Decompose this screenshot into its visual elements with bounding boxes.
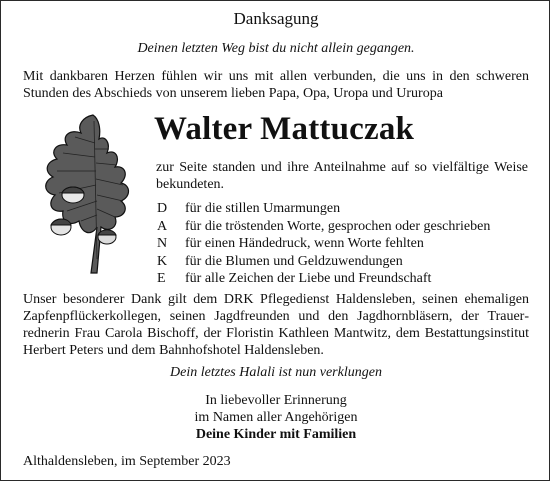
- acrostic-row: [157, 218, 490, 236]
- acrostic-text: für die stillen Umarmungen: [185, 201, 341, 216]
- acrostic-letter: K: [157, 253, 168, 269]
- notice-heading: Danksagung: [233, 9, 319, 28]
- acrostic-row: [157, 200, 490, 218]
- acrostic-row: [157, 270, 490, 288]
- acrostic-text: für einen Händedruck, wenn Worte fehlten: [185, 236, 424, 252]
- thanks-paragraph: zur Seite standen und ihre Anteilnahme auf so vielfältige Weise bekundeten.: [156, 160, 528, 192]
- acrostic-row: [157, 235, 490, 253]
- intro-paragraph: Mit dankbaren Herzen fühlen wir uns mit allen verbunden, die uns in den schweren Stunden des Abschieds von unserem lieben Papa, Opa, Uropa und Ururopa: [23, 69, 529, 101]
- signature-line-3: Deine Kinder mit Familien: [195, 427, 357, 442]
- acrostic-letter: D: [157, 201, 168, 216]
- acrostic-letter: A: [157, 218, 168, 234]
- acrostic-row: [157, 253, 490, 271]
- oak-leaf-with-acorns-icon: [31, 109, 135, 281]
- acrostic-text: für alle Zeichen der Liebe und Freundschaft: [185, 271, 432, 287]
- acrostic-text: für die Blumen und Geldzuwendungen: [185, 253, 403, 269]
- signature-line-2: im Namen aller Angehörigen: [194, 410, 358, 425]
- dank-acrostic: [157, 200, 490, 288]
- acrostic-text: für die tröstenden Worte, gesprochen oder geschrieben: [185, 218, 491, 234]
- acrostic-letter: N: [157, 236, 168, 252]
- deceased-name: Walter Mattuczak: [154, 111, 415, 147]
- place-and-date: Althaldensleben, im September 2023: [23, 454, 231, 469]
- signature-line-1: In liebevoller Erinnerung: [205, 393, 347, 408]
- acrostic-letter: E: [157, 271, 166, 287]
- closing-paragraph: Unser besonderer Dank gilt dem DRK Pflegedienst Haldensleben, seinen ehemaligen Zapfenpflückerkollegen, seinen Jagdfreunden und den Jagdhornbläsern, der Trauerrednerin Frau Carola Bischoff, der Floristin Kathleen Mantwitz, dem Bestattungsinstitut Herbert Peters und dem Bahnhofshotel Haldensleben.: [23, 292, 529, 358]
- halali-line: Dein letztes Halali ist nun verklungen: [170, 365, 382, 380]
- motto: Deinen letzten Weg bist du nicht allein gegangen.: [137, 41, 415, 56]
